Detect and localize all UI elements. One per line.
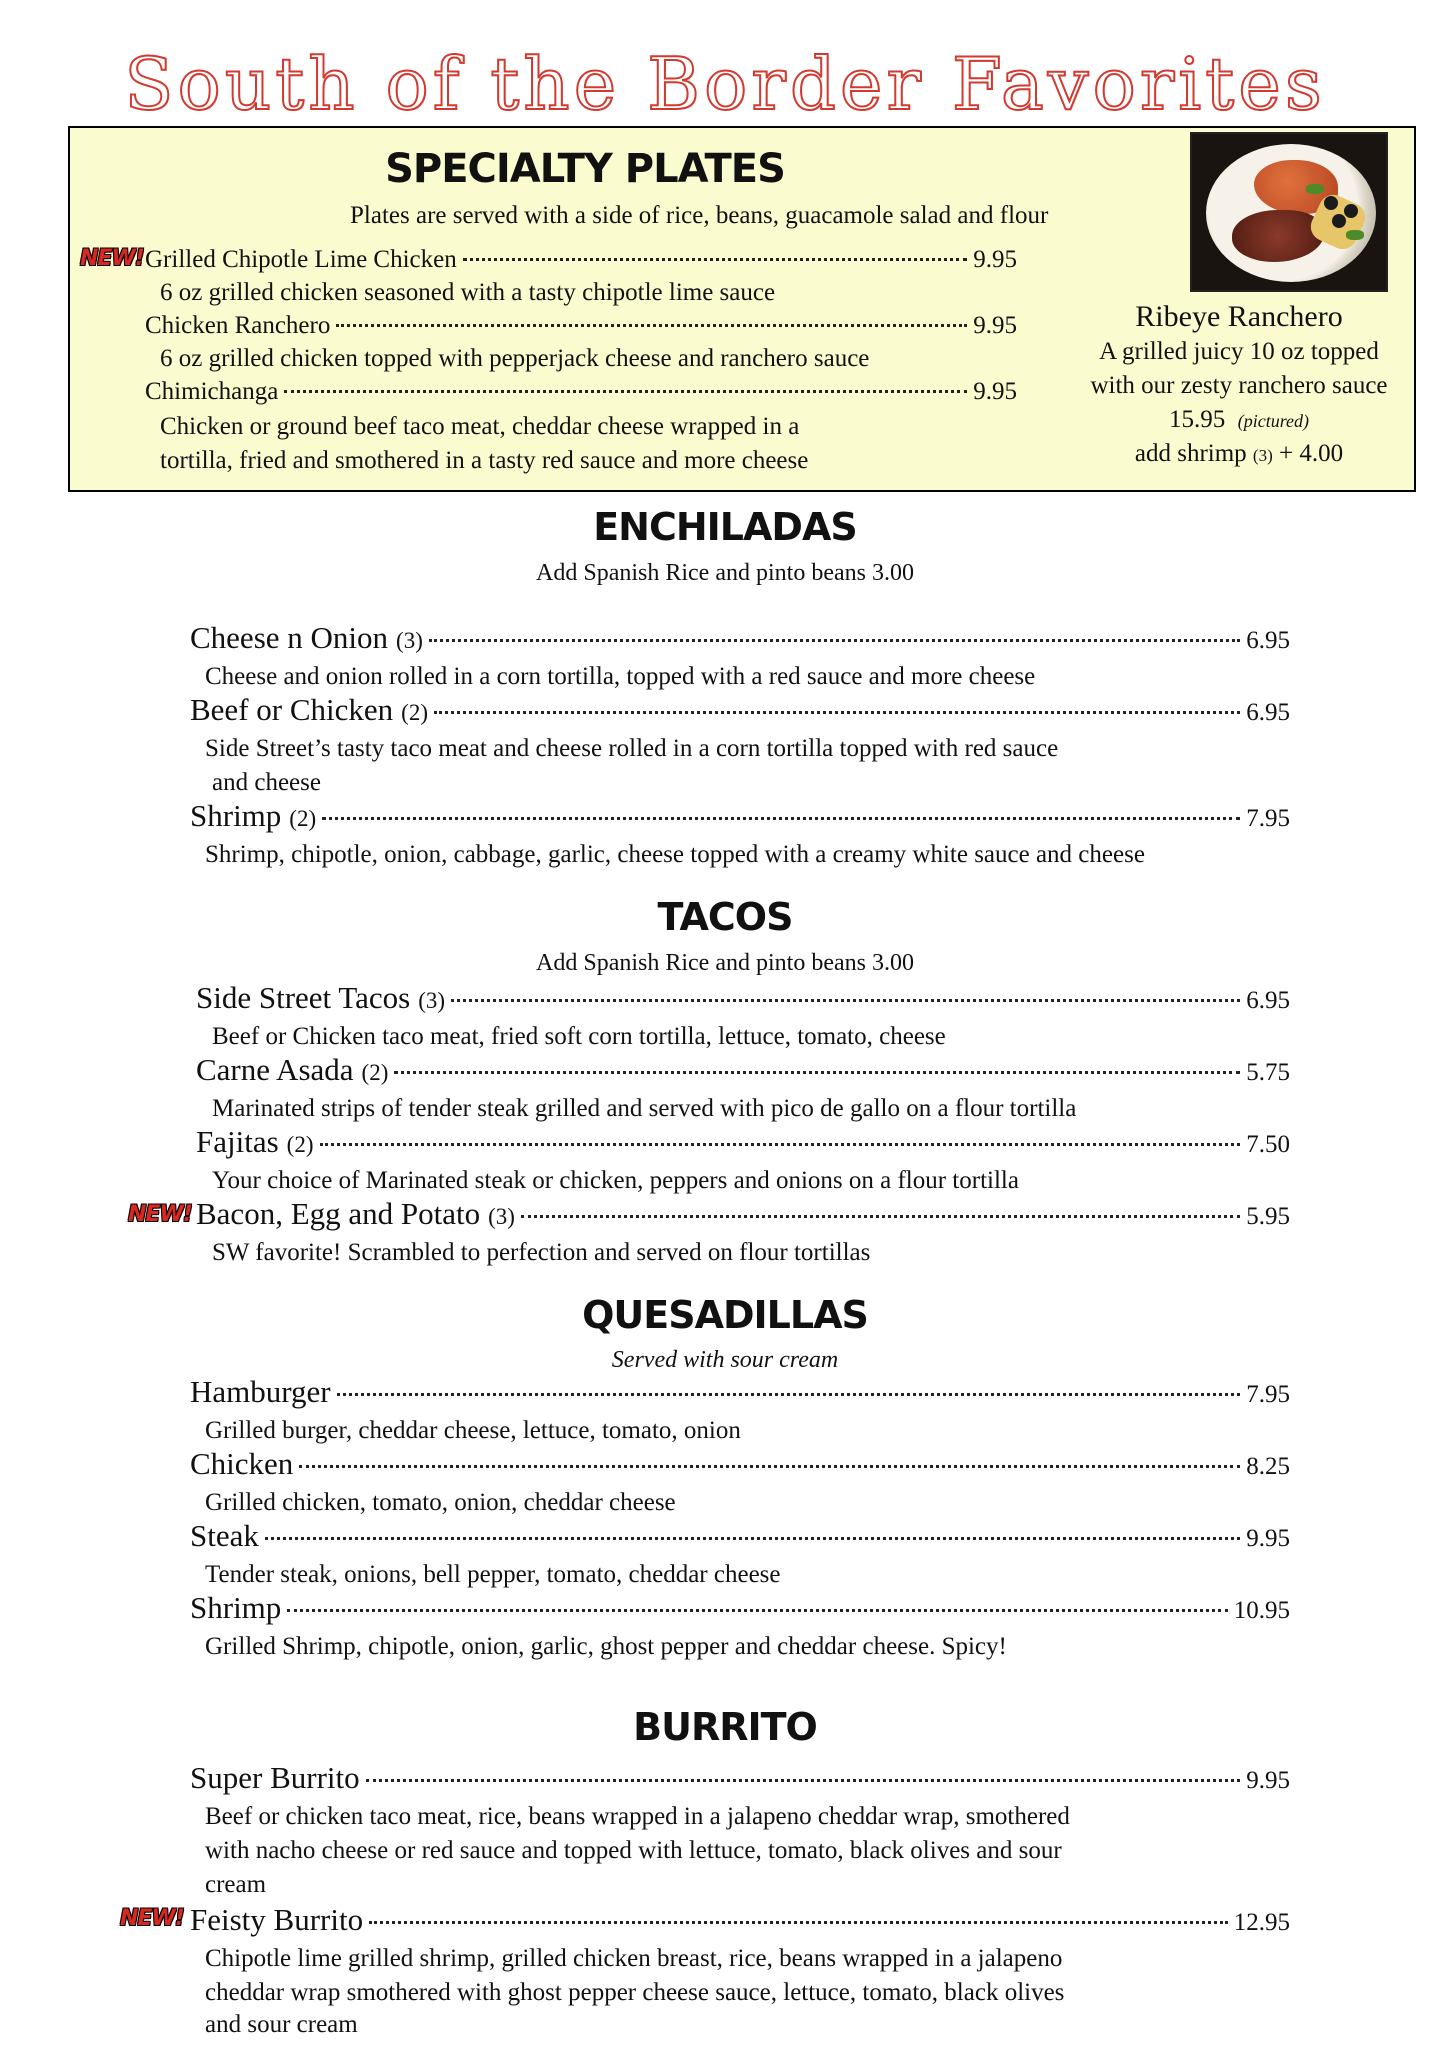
item-description: 6 oz grilled chicken topped with pepperjack cheese and ranchero sauce [160, 345, 870, 372]
item-name: Side Street Tacos [196, 980, 411, 1015]
item-name: Grilled Chipotle Lime Chicken [145, 246, 457, 273]
new-badge-icon: NEW! [128, 1202, 192, 1227]
specialty-subtitle: Plates are served with a side of rice, beans, guacamole salad and flour [350, 202, 1049, 229]
item-description-line: cream [205, 1871, 267, 1898]
ribeye-ranchero-name: Ribeye Ranchero [1135, 300, 1343, 333]
new-badge-icon: NEW! [120, 1906, 184, 1931]
leader-dots [265, 1537, 1240, 1540]
steak-shape [1232, 210, 1324, 262]
leader-dots [320, 1143, 1241, 1146]
item-count: (3) [418, 988, 446, 1013]
ribeye-price: 15.95 [1168, 406, 1226, 433]
leader-dots [369, 1921, 1228, 1924]
item-description-line: with nacho cheese or red sauce and topped with lettuce, tomato, black olives and sour [205, 1837, 1062, 1864]
item-count: (2) [286, 1132, 314, 1157]
item-price: 7.50 [1246, 1131, 1290, 1158]
plate-shape [1206, 144, 1376, 282]
specialty-item-row [145, 378, 1017, 406]
item-price: 8.25 [1246, 1453, 1290, 1480]
specialty-item-row [145, 246, 1017, 274]
menu-item-row [190, 798, 1290, 834]
addon-price: + 4.00 [1279, 440, 1344, 467]
menu-item-row [190, 692, 1290, 728]
enchiladas-heading: ENCHILADAS [593, 505, 857, 549]
item-price: 12.95 [1233, 1909, 1290, 1936]
item-name: Chicken [190, 1446, 294, 1481]
item-price: 9.95 [973, 378, 1017, 405]
item-description-line: Shrimp, chipotle, onion, cabbage, garlic, cheese topped with a creamy white sauce and cheese [205, 841, 1145, 868]
leader-dots [299, 1465, 1240, 1468]
item-price: 9.95 [973, 312, 1017, 339]
item-description-line: Tender steak, onions, bell pepper, tomato, cheddar cheese [205, 1561, 781, 1588]
new-badge-icon: NEW! [80, 246, 144, 271]
menu-item-row [190, 1590, 1290, 1626]
item-count: (3) [488, 1204, 515, 1229]
menu-item-row [190, 1374, 1290, 1410]
leader-dots [463, 258, 968, 261]
item-name: Chicken Ranchero [145, 312, 331, 339]
item-description-line: Side Street’s tasty taco meat and cheese rolled in a corn tortilla topped with red sauce [205, 735, 1059, 762]
menu-title: South of the Border Favorites [124, 42, 1326, 126]
olive-shape [1332, 214, 1346, 228]
olive-shape [1344, 204, 1358, 218]
ribeye-addon-line [1070, 440, 1408, 468]
leader-dots [394, 1071, 1240, 1074]
item-description-line: Beef or Chicken taco meat, fried soft corn tortilla, lettuce, tomato, cheese [212, 1023, 946, 1050]
item-description: 6 oz grilled chicken seasoned with a tasty chipotle lime sauce [160, 279, 776, 306]
item-price: 9.95 [1246, 1767, 1290, 1794]
item-count: (2) [401, 700, 428, 725]
burrito-heading: BURRITO [633, 1705, 817, 1749]
item-price: 10.95 [1233, 1597, 1290, 1624]
ribeye-desc-line-2: with our zesty ranchero sauce [1090, 372, 1388, 399]
enchiladas-subtitle: Add Spanish Rice and pinto beans 3.00 [536, 560, 914, 586]
ribeye-food-photo [1190, 132, 1388, 292]
item-name: Feisty Burrito [190, 1902, 364, 1937]
item-name: Super Burrito [190, 1760, 360, 1795]
item-name: Carne Asada [196, 1052, 354, 1087]
item-description-line: Chipotle lime grilled shrimp, grilled chicken breast, rice, beans wrapped in a jalapeno [205, 1945, 1063, 1972]
item-count: (2) [289, 806, 317, 831]
item-price: 7.95 [1246, 805, 1290, 832]
menu-item-row [190, 1518, 1290, 1554]
leader-dots [521, 1215, 1240, 1218]
item-description-line: Chicken or ground beef taco meat, cheddar cheese wrapped in a [160, 413, 800, 440]
item-price: 9.95 [973, 246, 1017, 273]
item-price: 5.95 [1246, 1203, 1290, 1230]
item-description-line: Beef or chicken taco meat, rice, beans wrapped in a jalapeno cheddar wrap, smothered [205, 1803, 1070, 1830]
addon-text: add shrimp [1134, 440, 1247, 467]
olive-shape [1324, 196, 1338, 210]
item-description-line: Marinated strips of tender steak grilled and served with pico de gallo on a flour tortilla [212, 1095, 1077, 1122]
item-description-line: and cheese [212, 769, 321, 796]
item-description-line: and sour cream [205, 2011, 358, 2038]
item-description-line: tortilla, fried and smothered in a tasty red sauce and more cheese [160, 447, 809, 474]
menu-item-row [190, 1446, 1290, 1482]
item-description-line: SW favorite! Scrambled to perfection and served on flour tortillas [212, 1239, 871, 1266]
item-name: Steak [190, 1518, 259, 1553]
addon-count: (3) [1252, 446, 1273, 465]
menu-item-row [196, 1196, 1290, 1232]
leader-dots [336, 324, 967, 327]
item-count: (3) [396, 628, 423, 653]
item-price: 6.95 [1246, 627, 1290, 654]
lettuce-shape [1346, 230, 1364, 240]
menu-item-row [190, 620, 1290, 656]
item-description-line: Grilled burger, cheddar cheese, lettuce, tomato, onion [205, 1417, 741, 1444]
tacos-heading: TACOS [657, 895, 793, 939]
item-price: 6.95 [1246, 987, 1290, 1014]
item-description-line: Cheese and onion rolled in a corn tortilla, topped with a red sauce and more cheese [205, 663, 1036, 690]
leader-dots [287, 1609, 1227, 1612]
item-price: 6.95 [1246, 699, 1290, 726]
ribeye-desc-line-1: A grilled juicy 10 oz topped [1099, 338, 1379, 365]
item-price: 7.95 [1246, 1381, 1290, 1408]
item-name: Shrimp [190, 1590, 282, 1625]
tacos-subtitle: Add Spanish Rice and pinto beans 3.00 [536, 950, 914, 976]
quesadillas-heading: QUESADILLAS [582, 1293, 868, 1337]
specialty-heading: SPECIALTY PLATES [385, 146, 785, 192]
leader-dots [337, 1393, 1241, 1396]
menu-item-row [190, 1902, 1290, 1938]
menu-item-row [190, 1760, 1290, 1796]
item-price: 9.95 [1246, 1525, 1290, 1552]
item-name: Fajitas [196, 1124, 279, 1159]
item-description-line: cheddar wrap smothered with ghost pepper cheese sauce, lettuce, tomato, black olives [205, 1979, 1065, 2006]
leader-dots [366, 1779, 1241, 1782]
menu-item-row [196, 1124, 1290, 1160]
item-name: Shrimp [190, 798, 282, 833]
item-name: Cheese n Onion [190, 620, 389, 655]
item-description-line: Your choice of Marinated steak or chicken, peppers and onions on a flour tortilla [212, 1167, 1019, 1194]
item-name: Bacon, Egg and Potato [196, 1196, 481, 1231]
pictured-note: (pictured) [1237, 411, 1310, 431]
specialty-plates-box [68, 126, 1416, 492]
item-name: Chimichanga [145, 378, 279, 405]
item-name: Beef or Chicken [190, 692, 394, 727]
lettuce-shape [1306, 184, 1324, 194]
leader-dots [451, 999, 1240, 1002]
leader-dots [284, 390, 967, 393]
item-name: Hamburger [190, 1374, 331, 1409]
leader-dots [322, 817, 1240, 820]
item-description-line: Grilled chicken, tomato, onion, cheddar cheese [205, 1489, 676, 1516]
item-count: (2) [361, 1060, 389, 1085]
specialty-item-row [145, 312, 1017, 340]
item-price: 5.75 [1246, 1059, 1290, 1086]
item-description-line: Grilled Shrimp, chipotle, onion, garlic, ghost pepper and cheddar cheese. Spicy! [205, 1633, 1007, 1660]
leader-dots [429, 639, 1240, 642]
menu-item-row [196, 980, 1290, 1016]
menu-item-row [196, 1052, 1290, 1088]
quesadillas-subtitle: Served with sour cream [611, 1347, 839, 1373]
leader-dots [434, 711, 1240, 714]
ribeye-price-line [1070, 406, 1408, 434]
